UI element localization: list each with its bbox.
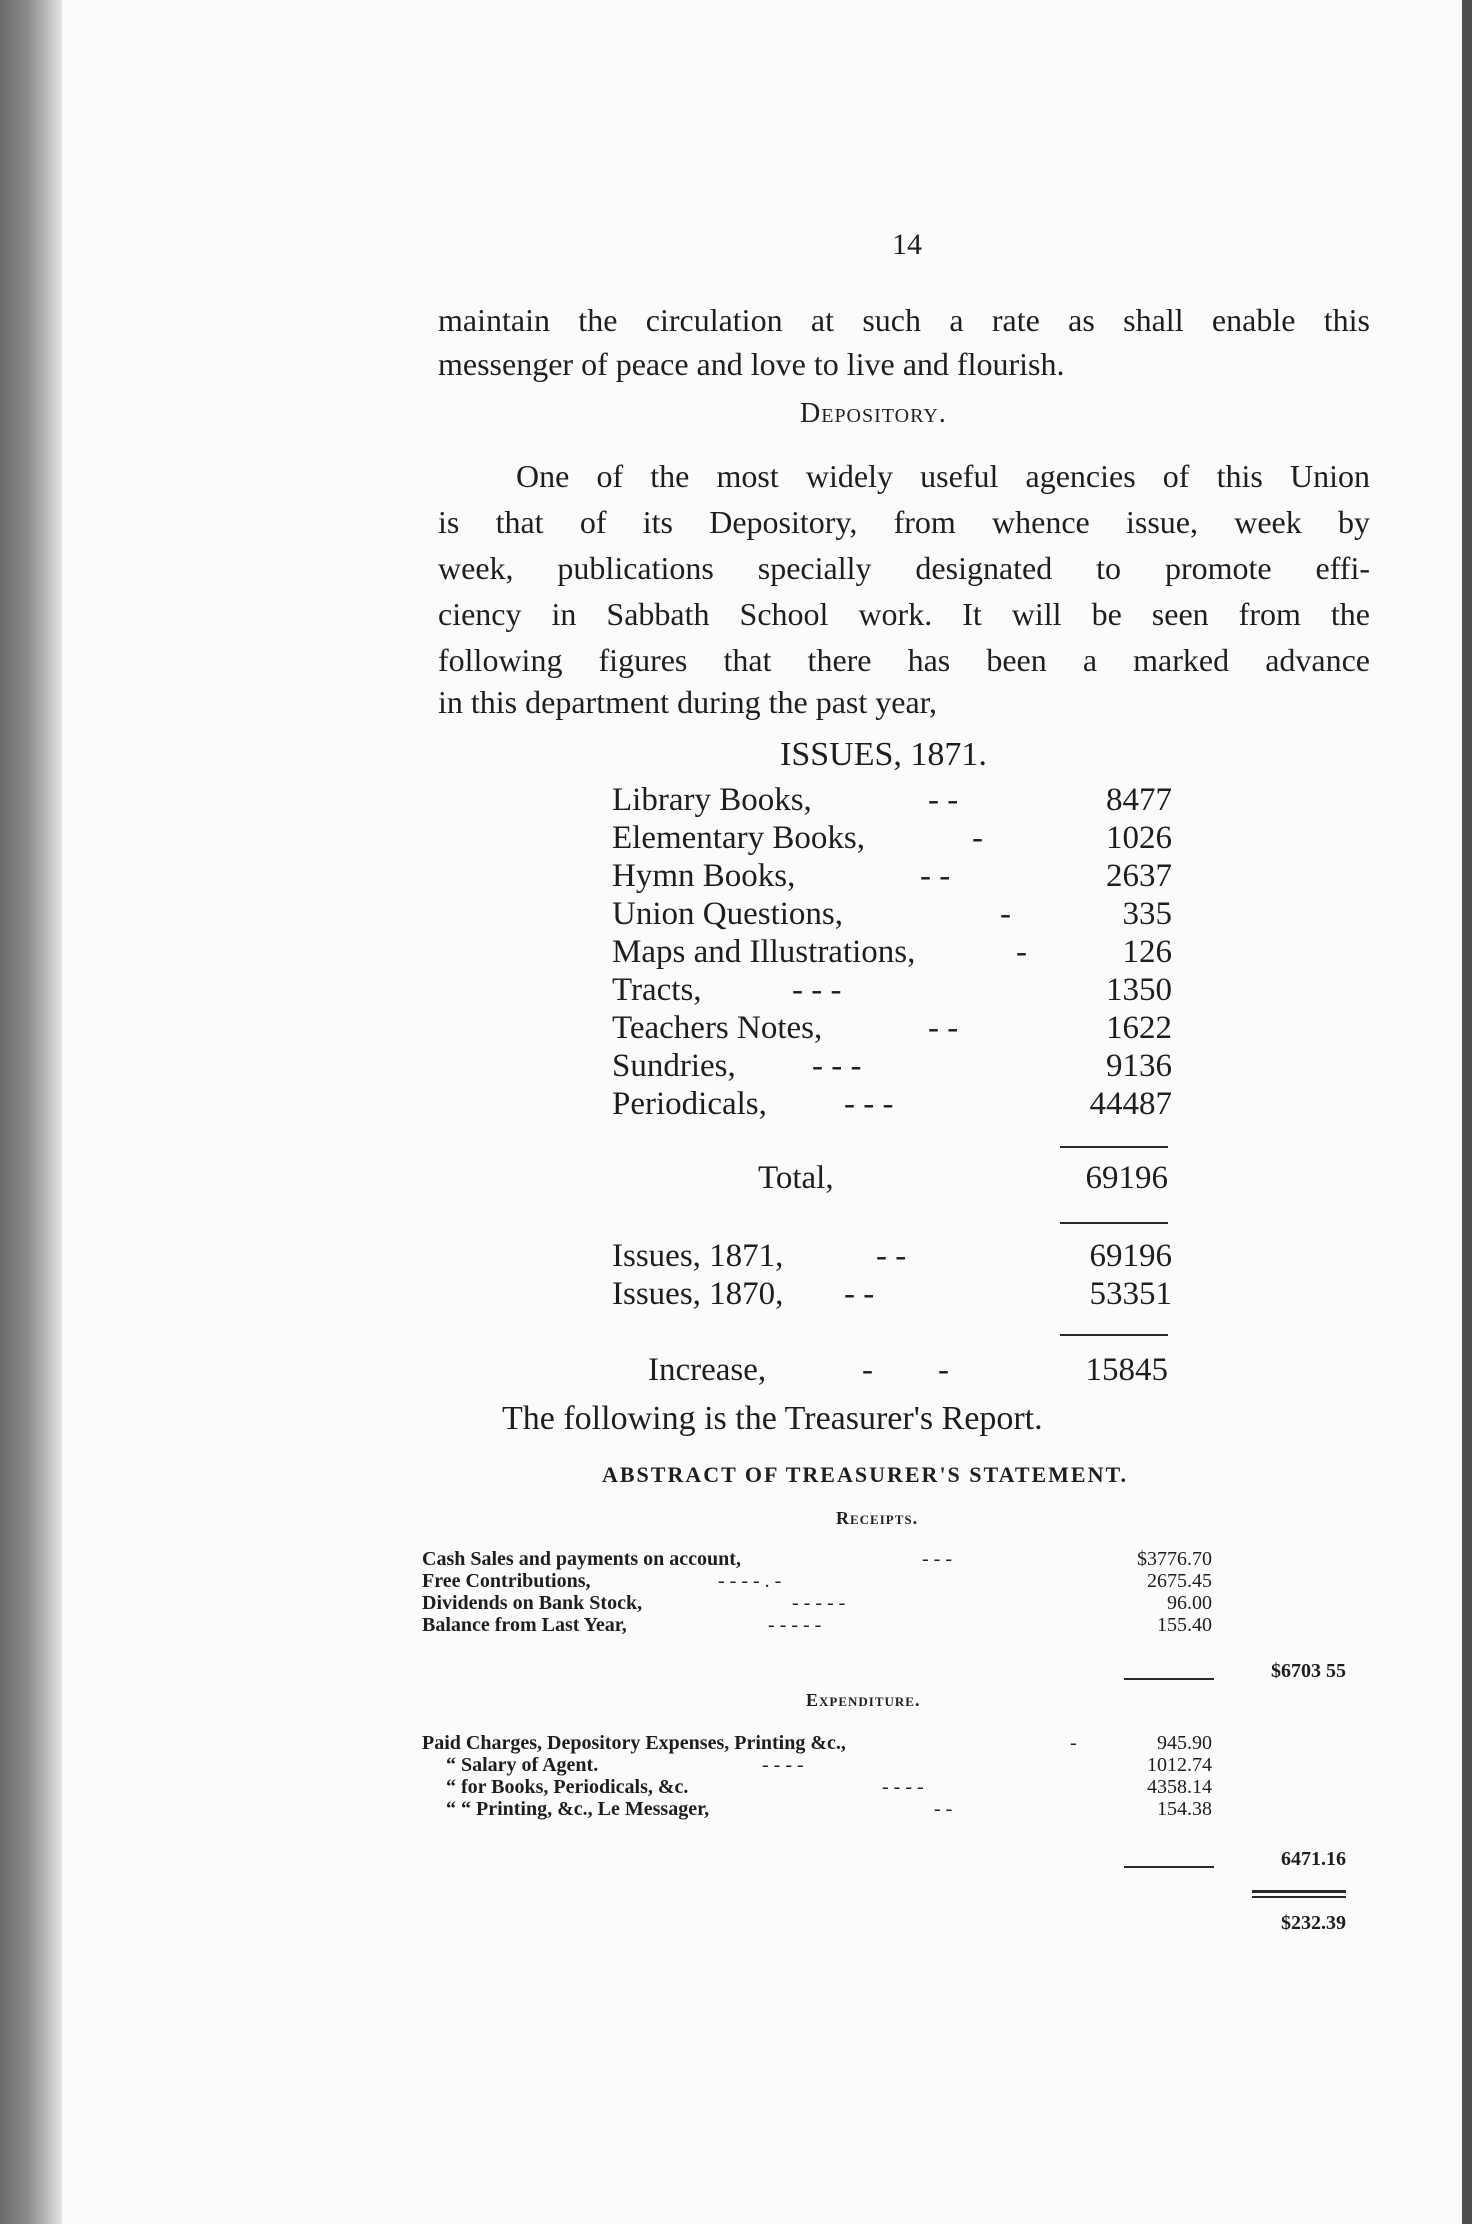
issues-label: Hymn Books, — [612, 858, 796, 894]
receipts-rule — [1124, 1678, 1214, 1680]
comparison-row — [612, 1238, 1172, 1276]
depository-line-6: in this department during the past year, — [438, 684, 938, 720]
issues-row — [612, 858, 1172, 896]
leader-dots: - - - - — [882, 1776, 924, 1798]
issues-value: 44487 — [1089, 1086, 1172, 1122]
depository-line-4: ciency in Sabbath School work. It will be seen from the — [438, 596, 1370, 632]
comparison-label: Issues, 1871, — [612, 1238, 784, 1274]
total-label: Total, — [758, 1160, 834, 1196]
increase-label: Increase, — [648, 1352, 767, 1388]
book-gutter — [0, 0, 62, 2224]
leader-dots: - - — [934, 1798, 953, 1820]
leader-dots: - - — [876, 1238, 907, 1274]
expenditure-value: 1012.74 — [1147, 1754, 1212, 1776]
issues-title: ISSUES, 1871. — [780, 736, 987, 773]
balance-double-rule — [1252, 1896, 1346, 1898]
leader-dash: - — [862, 1352, 873, 1388]
receipt-value: 155.40 — [1157, 1614, 1212, 1636]
issues-label: Elementary Books, — [612, 820, 865, 856]
expenditure-total: 6471.16 — [1281, 1848, 1346, 1870]
issues-value: 1026 — [1106, 820, 1172, 856]
expenditure-label: “ “ Printing, &c., Le Messager, — [446, 1798, 710, 1820]
depository-line-3: week, publications specially designated to promote effi- — [438, 550, 1370, 586]
comparison-row — [612, 1276, 1172, 1314]
leader-dots: - - - - . - — [718, 1570, 782, 1592]
depository-line-2: is that of its Depository, from whence issue, week by — [438, 504, 1370, 540]
issues-label: Sundries, — [612, 1048, 736, 1084]
issues-value: 8477 — [1106, 782, 1172, 818]
total-rule — [1060, 1146, 1168, 1148]
page-number: 14 — [892, 228, 922, 261]
intro-line-1: maintain the circulation at such a rate as shall enable this — [438, 302, 1370, 338]
issues-value: 1622 — [1106, 1010, 1172, 1046]
treasurer-report-line: The following is the Treasurer's Report. — [502, 1400, 1043, 1437]
intro-line-2: messenger of peace and love to live and flourish. — [438, 346, 1065, 382]
issues-label: Periodicals, — [612, 1086, 767, 1122]
expenditure-value: 4358.14 — [1147, 1776, 1212, 1798]
receipts-heading: Receipts. — [836, 1508, 919, 1528]
issues-row — [612, 1010, 1172, 1048]
receipt-label: Free Contributions, — [422, 1570, 591, 1592]
depository-line-5: following figures that there has been a marked advance — [438, 642, 1370, 678]
leader-dots: - - — [920, 858, 951, 894]
receipt-value: 96.00 — [1167, 1592, 1212, 1614]
expenditure-row — [422, 1732, 1212, 1754]
leader-dash: - — [938, 1352, 949, 1388]
leader-dots: - — [1000, 896, 1011, 932]
increase-value: 15845 — [1085, 1352, 1168, 1388]
leader-dots: - - - - — [762, 1754, 804, 1776]
receipt-row — [422, 1570, 1212, 1592]
receipt-value: $3776.70 — [1137, 1548, 1212, 1570]
comparison-value: 69196 — [1089, 1238, 1172, 1274]
leader-dots: - - - — [812, 1048, 862, 1084]
expenditure-row — [422, 1754, 1212, 1776]
receipt-row — [422, 1592, 1212, 1614]
expenditure-value: 154.38 — [1157, 1798, 1212, 1820]
expenditure-label: “ for Books, Periodicals, &c. — [446, 1776, 689, 1798]
abstract-title: ABSTRACT OF TREASURER'S STATEMENT. — [602, 1462, 1129, 1487]
leader-dots: - - — [928, 1010, 959, 1046]
expenditure-heading: Expenditure. — [806, 1690, 921, 1710]
issues-row — [612, 820, 1172, 858]
issues-label: Union Questions, — [612, 896, 843, 932]
issues-label: Tracts, — [612, 972, 702, 1008]
comparison-value: 53351 — [1089, 1276, 1172, 1312]
receipt-row — [422, 1614, 1212, 1636]
leader-dots: - - - — [792, 972, 842, 1008]
receipt-label: Cash Sales and payments on account, — [422, 1548, 741, 1570]
receipt-value: 2675.45 — [1147, 1570, 1212, 1592]
issues-row — [612, 972, 1172, 1010]
expenditure-rule — [1124, 1866, 1214, 1868]
leader-dots: - - - — [922, 1548, 952, 1570]
issues-row — [612, 896, 1172, 934]
balance-double-rule — [1252, 1890, 1346, 1893]
issues-value: 335 — [1122, 896, 1172, 932]
comparison-label: Issues, 1870, — [612, 1276, 784, 1312]
issues-label: Library Books, — [612, 782, 812, 818]
leader-dots: - - - - - — [768, 1614, 822, 1636]
issues-label: Maps and Illustrations, — [612, 934, 916, 970]
issues-row — [612, 934, 1172, 972]
leader-dots: - — [1016, 934, 1027, 970]
total-underline — [1060, 1222, 1168, 1224]
page-edge-shadow — [1462, 0, 1472, 2224]
expenditure-label: “ Salary of Agent. — [446, 1754, 599, 1776]
issues-row — [612, 1086, 1172, 1124]
receipt-row — [422, 1548, 1212, 1570]
total-value: 69196 — [1085, 1160, 1168, 1196]
expenditure-row — [422, 1776, 1212, 1798]
expenditure-label: Paid Charges, Depository Expenses, Printing &c., — [422, 1732, 846, 1754]
expenditure-row — [422, 1798, 1212, 1820]
depository-line-1: One of the most widely useful agencies of this Union — [516, 458, 1370, 494]
issues-value: 9136 — [1106, 1048, 1172, 1084]
issues-value: 126 — [1122, 934, 1172, 970]
leader-dots: - - — [844, 1276, 875, 1312]
issues-row — [612, 782, 1172, 820]
receipts-total: $6703 55 — [1271, 1660, 1346, 1682]
issues-label: Teachers Notes, — [612, 1010, 823, 1046]
section-heading-depository: Depository. — [800, 398, 947, 429]
receipt-label: Balance from Last Year, — [422, 1614, 627, 1636]
leader-dots: - - — [928, 782, 959, 818]
leader-dots: - - - — [844, 1086, 894, 1122]
leader-dots: - — [1070, 1732, 1077, 1754]
issues-row — [612, 1048, 1172, 1086]
leader-dots: - - - - - — [792, 1592, 846, 1614]
expenditure-value: 945.90 — [1157, 1732, 1212, 1754]
issues-value: 2637 — [1106, 858, 1172, 894]
leader-dots: - — [972, 820, 983, 856]
issues-value: 1350 — [1106, 972, 1172, 1008]
receipt-label: Dividends on Bank Stock, — [422, 1592, 643, 1614]
increase-rule — [1060, 1334, 1168, 1336]
balance-total: $232.39 — [1281, 1912, 1346, 1934]
